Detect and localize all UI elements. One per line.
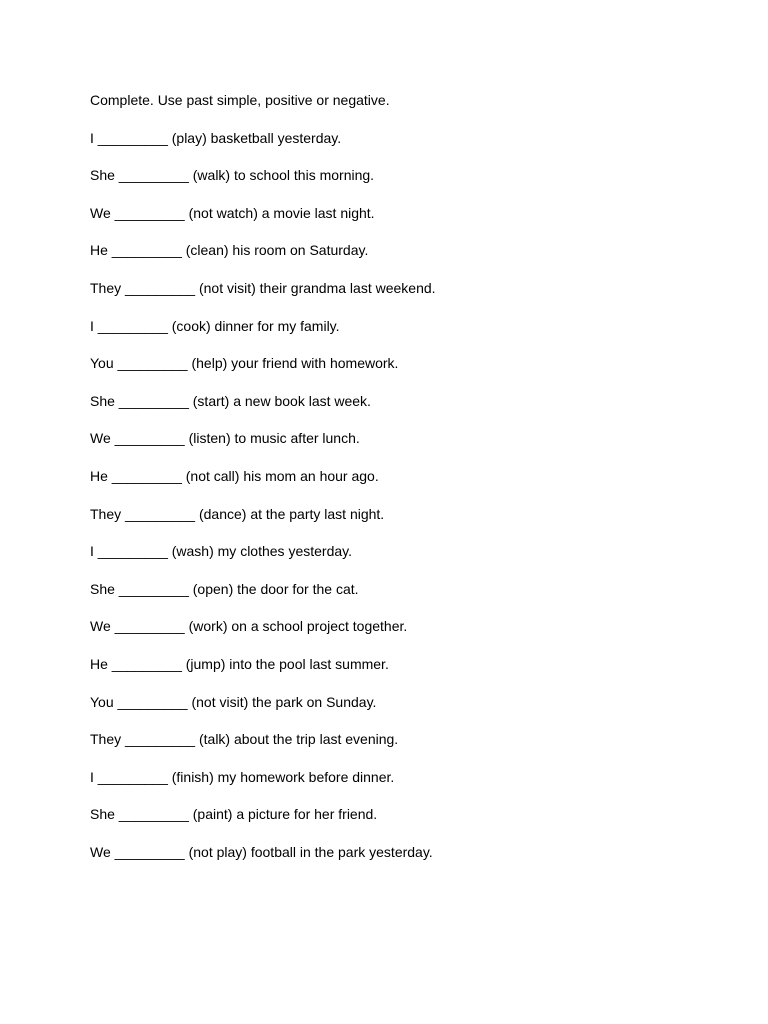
exercise-sentence-7: You _________ (help) your friend with homework. bbox=[90, 355, 399, 372]
exercise-sentence-3: We _________ (not watch) a movie last night. bbox=[90, 204, 375, 221]
exercise-sentence-19: She _________ (paint) a picture for her friend. bbox=[90, 806, 378, 823]
exercise-sentence-12: I _________ (wash) my clothes yesterday. bbox=[90, 543, 352, 560]
exercise-sentence-18: I _________ (finish) my homework before dinner. bbox=[90, 768, 395, 785]
exercise-sentence-6: I _________ (cook) dinner for my family. bbox=[90, 317, 340, 334]
exercise-sentence-1: I _________ (play) basketball yesterday. bbox=[90, 129, 342, 146]
exercise-sentence-14: We _________ (work) on a school project together. bbox=[90, 618, 408, 635]
exercise-sentence-2: She _________ (walk) to school this morning. bbox=[90, 167, 375, 184]
exercise-sentence-11: They _________ (dance) at the party last night. bbox=[90, 505, 385, 522]
exercise-sentence-9: We _________ (listen) to music after lunch. bbox=[90, 430, 360, 447]
exercise-sentence-13: She _________ (open) the door for the cat. bbox=[90, 580, 359, 597]
worksheet-page bbox=[90, 92, 730, 881]
exercise-sentence-8: She _________ (start) a new book last week. bbox=[90, 392, 371, 409]
instructions-text: Complete. Use past simple, positive or negative. bbox=[90, 92, 390, 108]
exercise-sentence-16: You _________ (not visit) the park on Sunday. bbox=[90, 693, 377, 710]
exercise-sentence-15: He _________ (jump) into the pool last summer. bbox=[90, 655, 389, 672]
exercise-sentence-20: We _________ (not play) football in the park yesterday. bbox=[90, 843, 433, 860]
exercise-sentence-4: He _________ (clean) his room on Saturday. bbox=[90, 242, 369, 259]
exercise-sentence-5: They _________ (not visit) their grandma last weekend. bbox=[90, 279, 436, 296]
exercise-sentence-17: They _________ (talk) about the trip last evening. bbox=[90, 731, 399, 748]
exercise-sentence-10: He _________ (not call) his mom an hour ago. bbox=[90, 467, 379, 484]
